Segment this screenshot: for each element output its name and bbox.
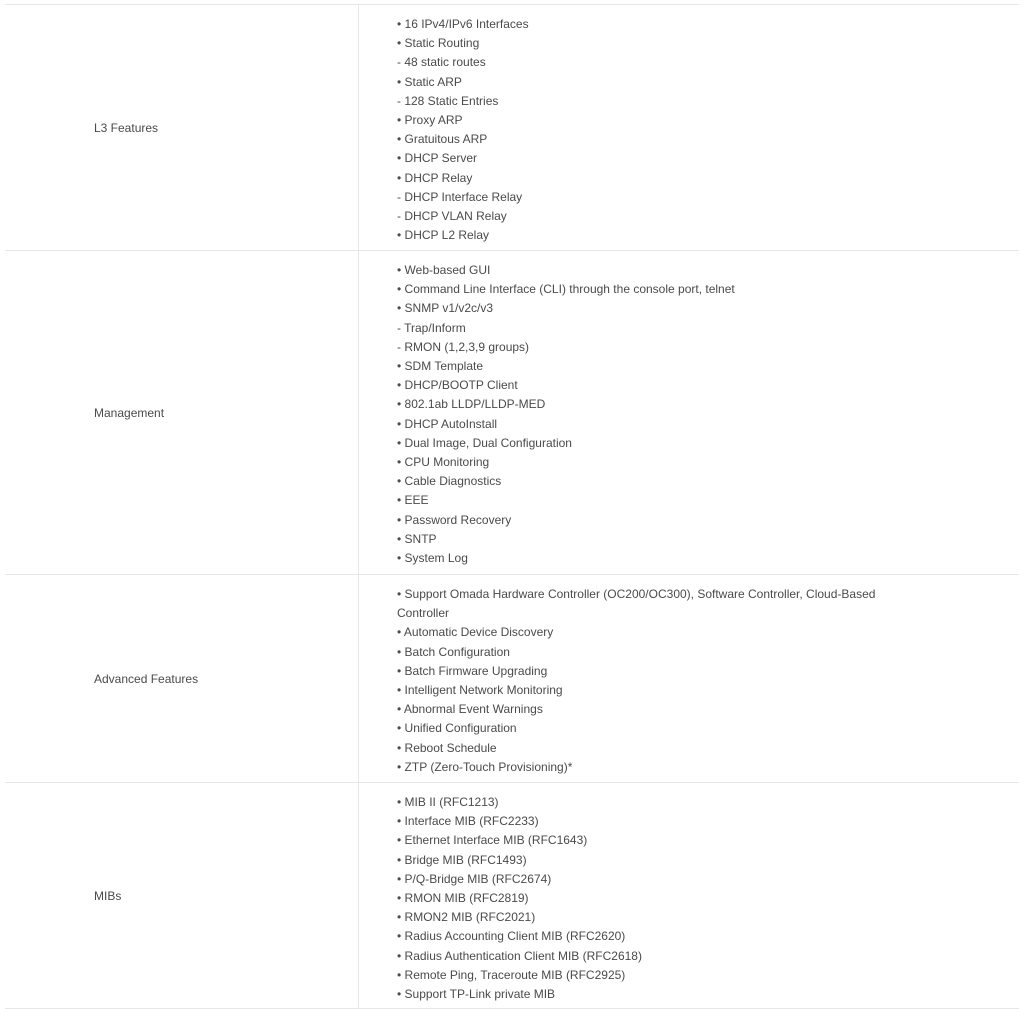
list-item: • Support Omada Hardware Controller (OC200/OC300), Software Controller, Cloud-Based Controller	[397, 587, 876, 621]
list-item: • Automatic Device Discovery	[397, 625, 554, 640]
list-item: • RMON MIB (RFC2819)	[397, 891, 529, 906]
list-item: • Password Recovery	[397, 512, 512, 527]
list-item: • Support TP-Link private MIB	[397, 987, 556, 1002]
list-item: - DHCP Interface Relay	[397, 189, 523, 204]
list-item: • DHCP/BOOTP Client	[397, 378, 518, 393]
list-item: - 128 Static Entries	[397, 93, 499, 108]
list-item: • Unified Configuration	[397, 721, 517, 736]
list-item: • DHCP Relay	[397, 170, 473, 185]
list-item: • P/Q-Bridge MIB (RFC2674)	[397, 871, 552, 886]
list-item: • Interface MIB (RFC2233)	[397, 814, 539, 829]
list-item: • Radius Accounting Client MIB (RFC2620)	[397, 929, 626, 944]
list-item: • Abnormal Event Warnings	[397, 702, 543, 717]
spec-value-mibs	[359, 783, 1019, 1008]
list-item: • MIB II (RFC1213)	[397, 795, 499, 809]
list-item: • 16 IPv4/IPv6 Interfaces	[397, 17, 529, 31]
list-item: • Gratuitous ARP	[397, 132, 488, 147]
list-item: • ZTP (Zero-Touch Provisioning)*	[397, 759, 573, 774]
list-item: • Cable Diagnostics	[397, 474, 502, 489]
list-item: • Static Routing	[397, 36, 480, 51]
list-item: • Web-based GUI	[397, 263, 491, 277]
list-item: • Static ARP	[397, 74, 462, 89]
list-item: • Reboot Schedule	[397, 740, 497, 755]
list-item: • SNTP	[397, 531, 437, 546]
list-item: • Radius Authentication Client MIB (RFC2618)	[397, 948, 642, 963]
list-item: • Bridge MIB (RFC1493)	[397, 852, 527, 867]
spec-row-advanced-features	[5, 575, 1019, 783]
list-item: • SNMP v1/v2c/v3	[397, 301, 494, 316]
spec-label-advanced-features: Advanced Features	[5, 575, 359, 782]
list-item: • Batch Configuration	[397, 644, 510, 659]
list-item: • EEE	[397, 493, 429, 508]
spec-row-management	[5, 251, 1019, 575]
spec-value-l3-features	[359, 5, 1019, 250]
list-item: • Proxy ARP	[397, 113, 463, 128]
list-item: • Intelligent Network Monitoring	[397, 683, 563, 698]
list-item: • 802.1ab LLDP/LLDP-MED	[397, 397, 546, 412]
list-item: • Ethernet Interface MIB (RFC1643)	[397, 833, 588, 848]
list-item: • SDM Template	[397, 359, 484, 374]
spec-list-l3-features	[397, 15, 897, 245]
list-item: - 48 static routes	[397, 55, 486, 70]
list-item: • CPU Monitoring	[397, 455, 490, 470]
spec-label-mibs: MIBs	[5, 783, 359, 1008]
list-item: • Batch Firmware Upgrading	[397, 663, 548, 678]
spec-row-l3-features	[5, 5, 1019, 251]
list-item: - DHCP VLAN Relay	[397, 209, 507, 224]
list-item: • Command Line Interface (CLI) through the console port, telnet	[397, 282, 735, 297]
spec-value-management	[359, 251, 1019, 574]
list-item: • RMON2 MIB (RFC2021)	[397, 910, 536, 925]
spec-list-advanced-features	[397, 585, 897, 777]
list-item: - Trap/Inform	[397, 320, 466, 335]
list-item: • DHCP AutoInstall	[397, 416, 498, 431]
spec-row-mibs	[5, 783, 1019, 1009]
spec-list-management	[397, 261, 897, 568]
list-item: • System Log	[397, 551, 468, 566]
list-item: • Remote Ping, Traceroute MIB (RFC2925)	[397, 967, 626, 982]
spec-table	[5, 4, 1019, 1009]
list-item: • DHCP Server	[397, 151, 477, 166]
list-item: • DHCP L2 Relay	[397, 228, 490, 243]
list-item: • Dual Image, Dual Configuration	[397, 435, 572, 450]
list-item: - RMON (1,2,3,9 groups)	[397, 339, 530, 354]
spec-label-management: Management	[5, 251, 359, 574]
spec-value-advanced-features	[359, 575, 1019, 782]
spec-label-l3-features: L3 Features	[5, 5, 359, 250]
spec-list-mibs	[397, 793, 897, 1004]
